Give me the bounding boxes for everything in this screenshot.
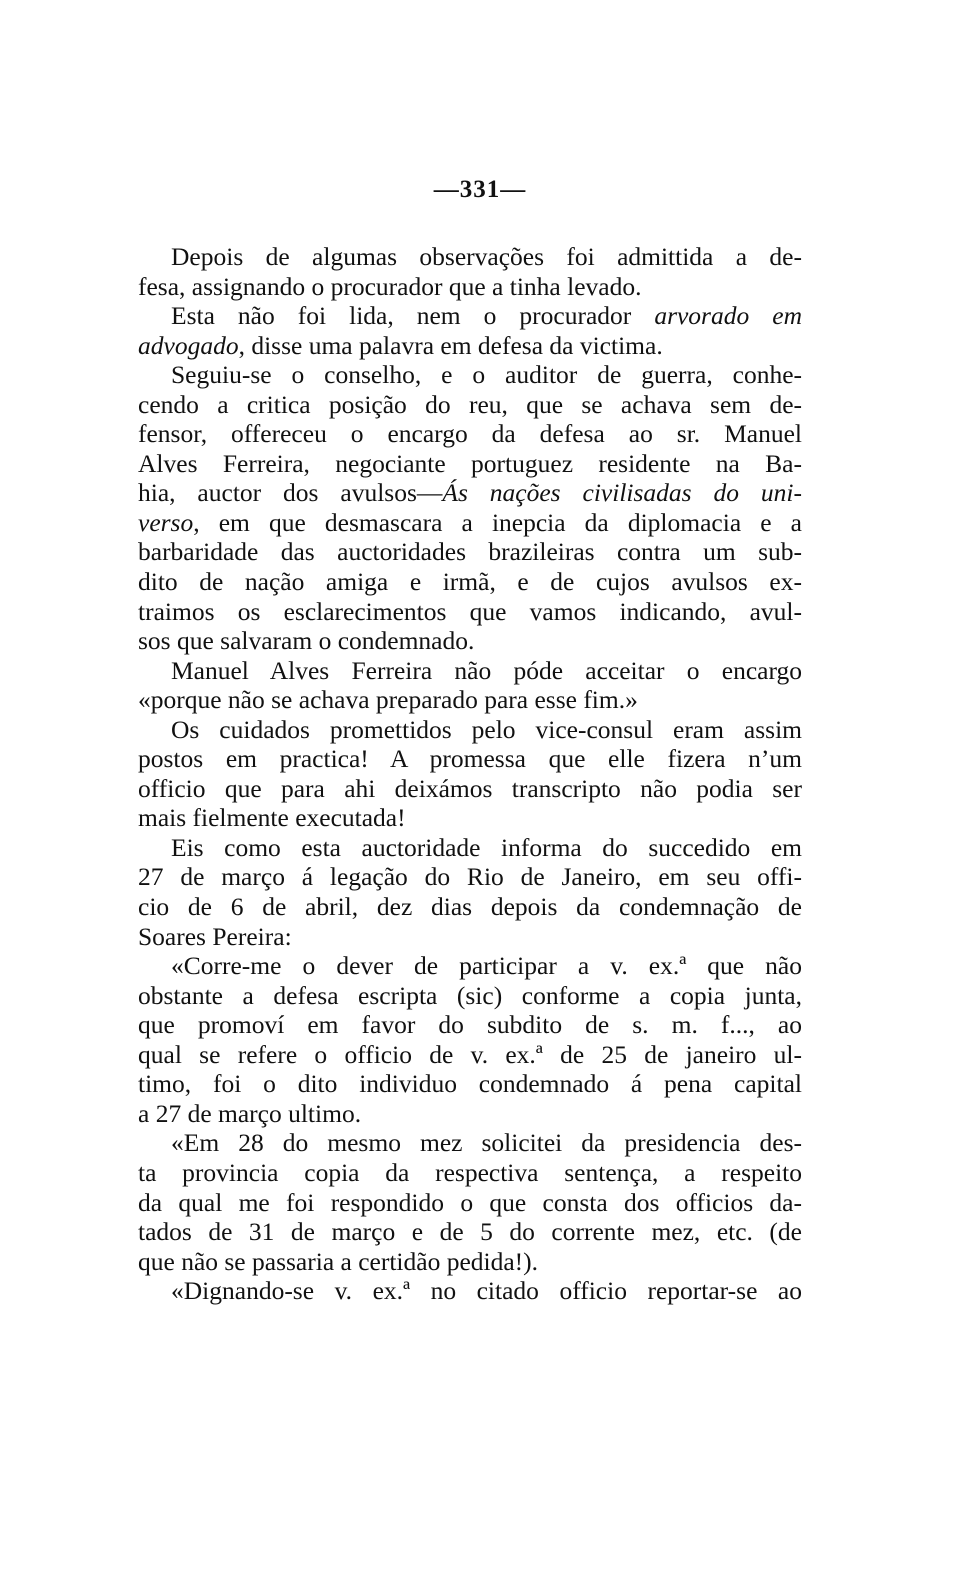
text-line xyxy=(138,1217,802,1247)
text-line xyxy=(138,508,802,538)
text-segment: postos em practica! A promessa que elle fizera n’um xyxy=(138,744,802,774)
text-line xyxy=(138,626,802,656)
text-line xyxy=(138,656,802,686)
text-segment: «Dignando-se v. ex.ª no citado officio reportar-se ao xyxy=(171,1276,802,1306)
text-segment: , em que desmascara a inepcia da diplomacia e a xyxy=(193,507,802,537)
italic-text: advogado xyxy=(138,330,239,360)
body-text xyxy=(138,242,802,1306)
text-line xyxy=(138,301,802,331)
text-segment: que promoví em favor do subdito de s. m. f..., ao xyxy=(138,1010,802,1040)
text-line xyxy=(138,272,802,302)
text-segment: barbaridade das auctoridades brazileiras contra um sub- xyxy=(138,537,802,567)
text-line xyxy=(138,1188,802,1218)
text-line xyxy=(138,744,802,774)
text-segment: Manuel Alves Ferreira não póde acceitar o encargo xyxy=(171,655,802,685)
text-line xyxy=(138,715,802,745)
text-line xyxy=(138,1010,802,1040)
text-line xyxy=(138,685,802,715)
text-line xyxy=(138,419,802,449)
text-segment: dito de nação amiga e irmã, e de cujos avulsos ex- xyxy=(138,567,802,597)
text-segment: «Corre-me o dever de participar a v. ex.ª que não xyxy=(171,951,802,981)
page-number: —331— xyxy=(433,176,527,203)
text-line xyxy=(138,833,802,863)
text-line xyxy=(138,922,802,952)
text-segment: Soares Pereira: xyxy=(138,921,292,951)
text-line xyxy=(138,981,802,1011)
italic-text: arvorado em xyxy=(654,301,802,331)
text-segment: traimos os esclarecimentos que vamos indicando, avul- xyxy=(138,596,802,626)
text-line xyxy=(138,597,802,627)
text-segment: Alves Ferreira, negociante portuguez residente na Ba- xyxy=(138,448,802,478)
text-segment: «Em 28 do mesmo mez solicitei da presidencia des- xyxy=(171,1128,802,1158)
text-line xyxy=(138,449,802,479)
text-line xyxy=(138,242,802,272)
text-line xyxy=(138,774,802,804)
text-segment: Os cuidados promettidos pelo vice-consul eram assim xyxy=(171,714,802,744)
text-segment: ta provincia copia da respectiva sentença, a respeito xyxy=(138,1157,802,1187)
text-segment: fesa, assignando o procurador que a tinha levado. xyxy=(138,271,642,301)
text-line xyxy=(138,478,802,508)
text-segment: «porque não se achava preparado para esse fim.» xyxy=(138,685,638,715)
text-segment: sos que salvaram o condemnado. xyxy=(138,626,475,656)
text-line xyxy=(138,1158,802,1188)
text-line xyxy=(138,951,802,981)
text-segment: obstante a defesa escripta (sic) conforme a copia junta, xyxy=(138,980,802,1010)
text-line xyxy=(138,862,802,892)
text-segment: officio que para ahi deixámos transcripto não podia ser xyxy=(138,773,802,803)
text-line xyxy=(138,1276,802,1306)
text-segment: cendo a critica posição do reu, que se achava sem de- xyxy=(138,389,802,419)
text-line xyxy=(138,892,802,922)
text-segment: Eis como esta auctoridade informa do succedido em xyxy=(171,832,802,862)
text-segment: da qual me foi respondido o que consta dos officios da- xyxy=(138,1187,802,1217)
text-line xyxy=(138,1128,802,1158)
text-segment: fensor, offereceu o encargo da defesa ao sr. Manuel xyxy=(138,419,802,449)
text-segment: Depois de algumas observações foi admittida a de- xyxy=(171,242,802,271)
text-line xyxy=(138,1099,802,1129)
text-segment: que não se passaria a certidão pedida!). xyxy=(138,1246,539,1276)
text-segment: hia, auctor dos avulsos— xyxy=(138,478,443,508)
text-line xyxy=(138,1247,802,1277)
text-segment: mais fielmente executada! xyxy=(138,803,406,833)
text-line xyxy=(138,1040,802,1070)
italic-text: verso xyxy=(138,507,194,537)
text-segment: cio de 6 de abril, dez dias depois da condemnação de xyxy=(138,892,802,922)
italic-text: Ás nações civilisadas do uni- xyxy=(442,478,802,508)
text-segment: a 27 de março ultimo. xyxy=(138,1098,362,1128)
text-segment: Esta não foi lida, nem o procurador xyxy=(171,301,655,331)
text-segment: timo, foi o dito individuo condemnado á pena capital xyxy=(138,1069,802,1099)
text-segment: qual se refere o officio de v. ex.ª de 25 de janeiro ul- xyxy=(138,1039,802,1069)
text-line xyxy=(138,803,802,833)
text-segment: , disse uma palavra em defesa da victima. xyxy=(238,330,663,360)
text-segment: Seguiu-se o conselho, e o auditor de guerra, conhe- xyxy=(171,360,802,390)
text-line xyxy=(138,360,802,390)
text-line xyxy=(138,1069,802,1099)
text-line xyxy=(138,537,802,567)
text-line xyxy=(138,567,802,597)
text-segment: 27 de março á legação do Rio de Janeiro, em seu offi- xyxy=(138,862,802,892)
text-line xyxy=(138,390,802,420)
text-line xyxy=(138,331,802,361)
text-segment: tados de 31 de março e de 5 do corrente mez, etc. (de xyxy=(138,1217,802,1247)
